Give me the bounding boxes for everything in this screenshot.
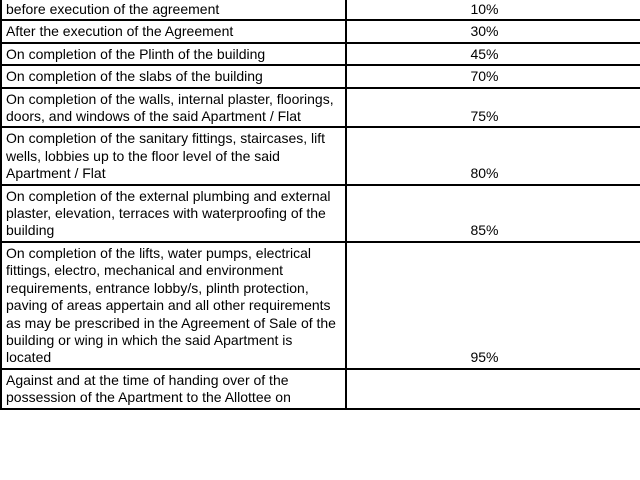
table-row <box>1 127 640 184</box>
percentage-cell: 95% <box>346 242 640 369</box>
stage-cell: Against and at the time of handing over of the possession of the Apartment to the Allottee on <box>1 369 346 409</box>
stage-cell: On completion of the walls, internal plaster, floorings, doors, and windows of the said Apartment / Flat <box>1 88 346 128</box>
stage-cell: After the execution of the Agreement <box>1 20 346 42</box>
stage-cell: On completion of the lifts, water pumps, electrical fittings, electro, mechanical and environment requirements, entrance lobby/s, plinth protection, paving of areas appertain and all other requirements as may be prescribed in the Agreement of Sale of the building or wing in which the said Apartment is located <box>1 242 346 369</box>
percentage-cell: 70% <box>346 65 640 87</box>
table-row <box>1 242 640 369</box>
percentage-cell <box>346 369 640 409</box>
stage-cell: On completion of the Plinth of the building <box>1 43 346 65</box>
percentage-cell: 10% <box>346 0 640 20</box>
stage-cell: On completion of the external plumbing and external plaster, elevation, terraces with waterproofing of the building <box>1 185 346 242</box>
table-row <box>1 369 640 409</box>
percentage-cell: 45% <box>346 43 640 65</box>
percentage-cell: 80% <box>346 127 640 184</box>
table-row <box>1 185 640 242</box>
table-row <box>1 20 640 42</box>
percentage-cell: 85% <box>346 185 640 242</box>
stage-cell: before execution of the agreement <box>1 0 346 20</box>
table-row <box>1 88 640 128</box>
percentage-cell: 75% <box>346 88 640 128</box>
stage-cell: On completion of the slabs of the building <box>1 65 346 87</box>
stage-cell: On completion of the sanitary fittings, staircases, lift wells, lobbies up to the floor level of the said Apartment / Flat <box>1 127 346 184</box>
percentage-cell: 30% <box>346 20 640 42</box>
table-row <box>1 65 640 87</box>
table-row <box>1 0 640 20</box>
table-row <box>1 43 640 65</box>
